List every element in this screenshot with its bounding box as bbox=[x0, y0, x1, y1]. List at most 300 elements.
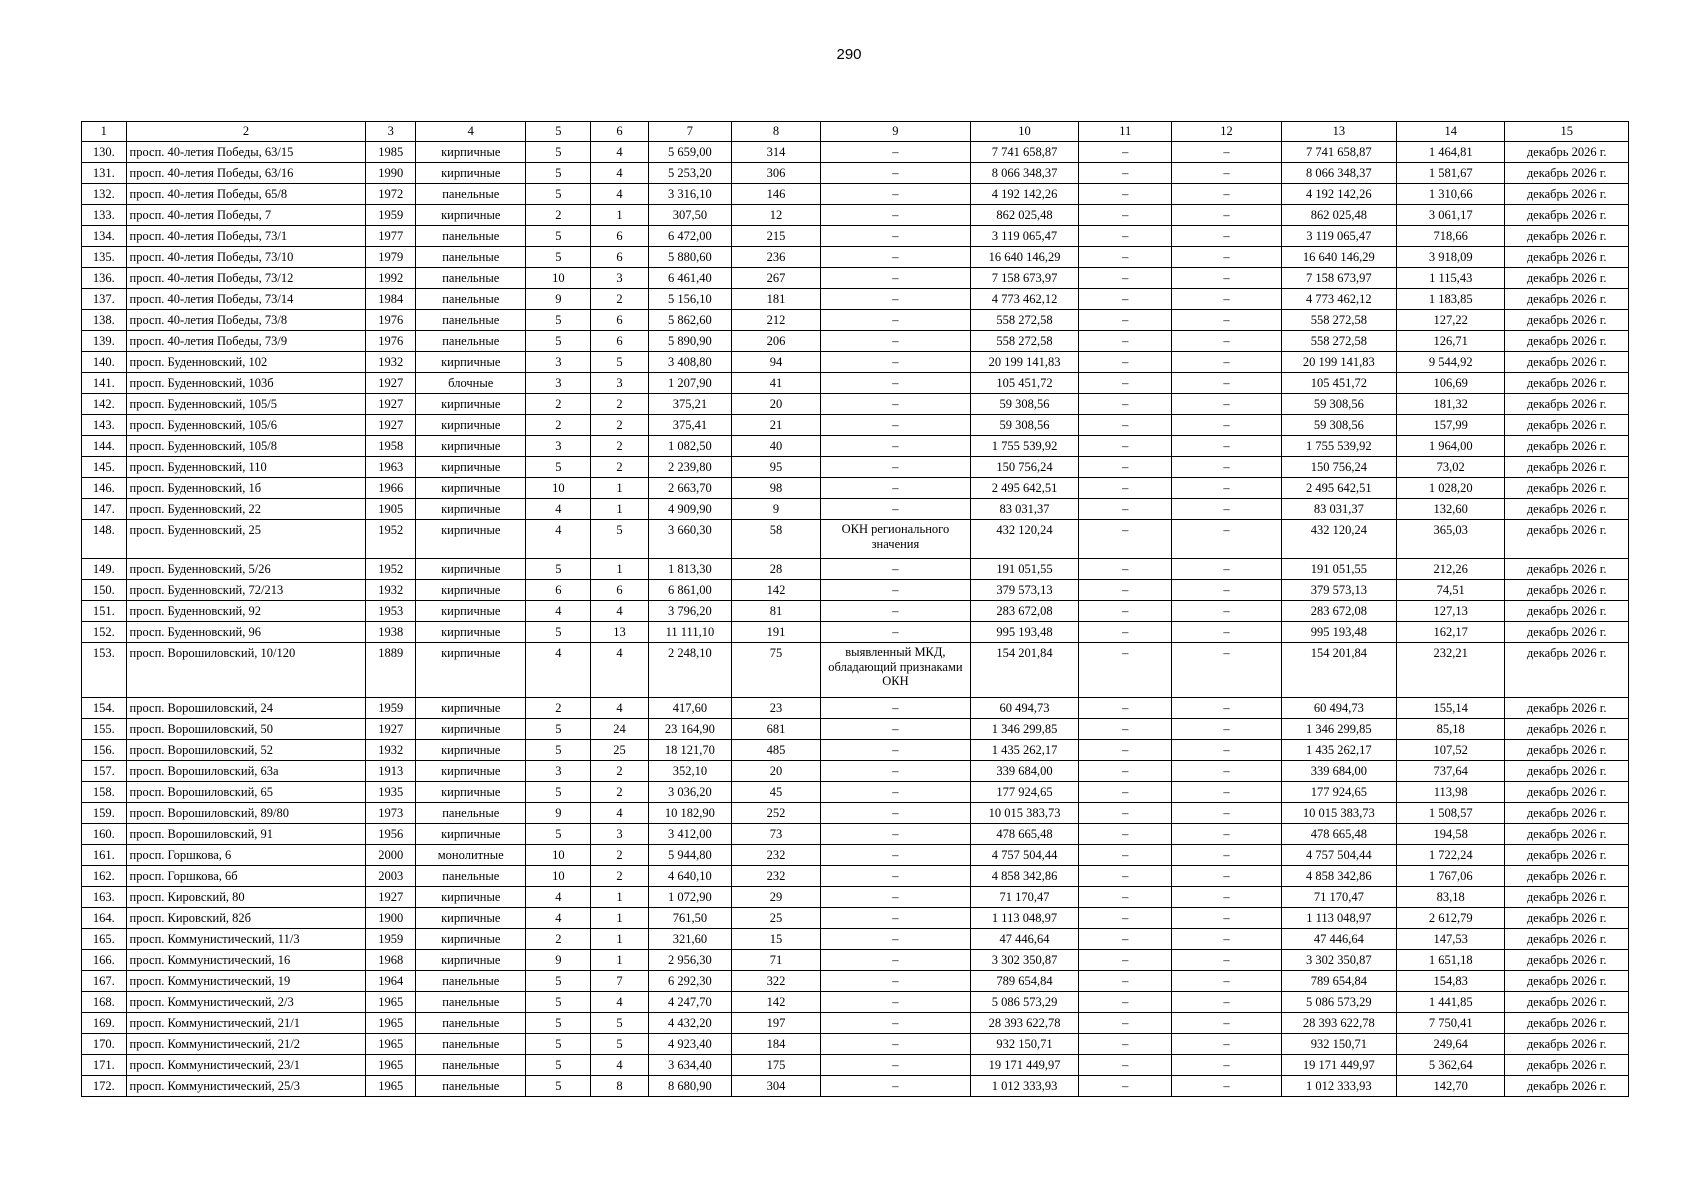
cost-total-cell: 932 150,71 bbox=[970, 1034, 1078, 1055]
row-number-cell: 143. bbox=[82, 415, 127, 436]
row-number-cell: 163. bbox=[82, 887, 127, 908]
address-cell: просп. 40-летия Победы, 73/1 bbox=[126, 226, 366, 247]
address-cell: просп. Буденновский, 22 bbox=[126, 499, 366, 520]
table-row bbox=[82, 559, 1629, 580]
table-row bbox=[82, 719, 1629, 740]
address-cell: просп. Коммунистический, 11/3 bbox=[126, 929, 366, 950]
year-built-cell: 1958 bbox=[366, 436, 416, 457]
heritage-status-cell: – bbox=[821, 289, 971, 310]
row-number-cell: 133. bbox=[82, 205, 127, 226]
wall-material-cell: кирпичные bbox=[416, 580, 526, 601]
cost-total-cell: 177 924,65 bbox=[970, 782, 1078, 803]
address-cell: просп. Буденновский, 96 bbox=[126, 622, 366, 643]
address-cell: просп. Коммунистический, 19 bbox=[126, 971, 366, 992]
floors-cell: 10 bbox=[526, 866, 591, 887]
year-built-cell: 1927 bbox=[366, 719, 416, 740]
residents-cell: 41 bbox=[731, 373, 820, 394]
year-built-cell: 1938 bbox=[366, 622, 416, 643]
cost-per-m2-cell: 132,60 bbox=[1397, 499, 1505, 520]
cost-per-m2-cell: 147,53 bbox=[1397, 929, 1505, 950]
floors-cell: 5 bbox=[526, 1013, 591, 1034]
header-cell-5: 5 bbox=[526, 122, 591, 142]
deadline-cell: декабрь 2026 г. bbox=[1505, 719, 1629, 740]
cost-col-13-cell: 59 308,56 bbox=[1281, 415, 1396, 436]
cost-col-13-cell: 1 012 333,93 bbox=[1281, 1076, 1396, 1097]
year-built-cell: 1972 bbox=[366, 184, 416, 205]
address-cell: просп. 40-летия Победы, 7 bbox=[126, 205, 366, 226]
table-row bbox=[82, 782, 1629, 803]
table-row bbox=[82, 1034, 1629, 1055]
area-cell: 5 659,00 bbox=[648, 142, 731, 163]
deadline-cell: декабрь 2026 г. bbox=[1505, 352, 1629, 373]
table-row bbox=[82, 352, 1629, 373]
wall-material-cell: кирпичные bbox=[416, 415, 526, 436]
cost-col-13-cell: 558 272,58 bbox=[1281, 331, 1396, 352]
table-row bbox=[82, 950, 1629, 971]
deadline-cell: декабрь 2026 г. bbox=[1505, 289, 1629, 310]
wall-material-cell: панельные bbox=[416, 1013, 526, 1034]
header-cell-7: 7 bbox=[648, 122, 731, 142]
cost-col-12-cell: – bbox=[1172, 163, 1281, 184]
cost-col-13-cell: 177 924,65 bbox=[1281, 782, 1396, 803]
heritage-status-cell: – bbox=[821, 929, 971, 950]
residents-cell: 142 bbox=[731, 580, 820, 601]
cost-per-m2-cell: 3 061,17 bbox=[1397, 205, 1505, 226]
wall-material-cell: блочные bbox=[416, 373, 526, 394]
year-built-cell: 1963 bbox=[366, 457, 416, 478]
year-built-cell: 1927 bbox=[366, 373, 416, 394]
cost-total-cell: 1 435 262,17 bbox=[970, 740, 1078, 761]
wall-material-cell: кирпичные bbox=[416, 908, 526, 929]
residents-cell: 71 bbox=[731, 950, 820, 971]
entrances-cell: 4 bbox=[591, 1055, 649, 1076]
area-cell: 6 861,00 bbox=[648, 580, 731, 601]
area-cell: 4 640,10 bbox=[648, 866, 731, 887]
cost-per-m2-cell: 3 918,09 bbox=[1397, 247, 1505, 268]
address-cell: просп. Буденновский, 5/26 bbox=[126, 559, 366, 580]
residents-cell: 23 bbox=[731, 698, 820, 719]
wall-material-cell: панельные bbox=[416, 1055, 526, 1076]
deadline-cell: декабрь 2026 г. bbox=[1505, 559, 1629, 580]
cost-col-12-cell: – bbox=[1172, 268, 1281, 289]
cost-col-11-cell: – bbox=[1079, 226, 1172, 247]
address-cell: просп. Буденновский, 103б bbox=[126, 373, 366, 394]
header-cell-8: 8 bbox=[731, 122, 820, 142]
entrances-cell: 6 bbox=[591, 580, 649, 601]
cost-col-11-cell: – bbox=[1079, 698, 1172, 719]
cost-per-m2-cell: 1 508,57 bbox=[1397, 803, 1505, 824]
area-cell: 5 944,80 bbox=[648, 845, 731, 866]
header-cell-13: 13 bbox=[1281, 122, 1396, 142]
cost-per-m2-cell: 73,02 bbox=[1397, 457, 1505, 478]
wall-material-cell: кирпичные bbox=[416, 142, 526, 163]
deadline-cell: декабрь 2026 г. bbox=[1505, 601, 1629, 622]
floors-cell: 4 bbox=[526, 643, 591, 698]
address-cell: просп. Коммунистический, 23/1 bbox=[126, 1055, 366, 1076]
entrances-cell: 3 bbox=[591, 268, 649, 289]
cost-col-12-cell: – bbox=[1172, 352, 1281, 373]
cost-total-cell: 105 451,72 bbox=[970, 373, 1078, 394]
cost-col-13-cell: 7 158 673,97 bbox=[1281, 268, 1396, 289]
floors-cell: 3 bbox=[526, 373, 591, 394]
row-number-cell: 158. bbox=[82, 782, 127, 803]
table-row bbox=[82, 761, 1629, 782]
year-built-cell: 1900 bbox=[366, 908, 416, 929]
table-row bbox=[82, 142, 1629, 163]
entrances-cell: 1 bbox=[591, 559, 649, 580]
area-cell: 5 880,60 bbox=[648, 247, 731, 268]
year-built-cell: 1959 bbox=[366, 929, 416, 950]
heritage-status-cell: – bbox=[821, 761, 971, 782]
year-built-cell: 1959 bbox=[366, 698, 416, 719]
cost-col-13-cell: 150 756,24 bbox=[1281, 457, 1396, 478]
heritage-status-cell: – bbox=[821, 824, 971, 845]
year-built-cell: 1964 bbox=[366, 971, 416, 992]
table-row bbox=[82, 1076, 1629, 1097]
year-built-cell: 1932 bbox=[366, 740, 416, 761]
cost-per-m2-cell: 1 183,85 bbox=[1397, 289, 1505, 310]
area-cell: 23 164,90 bbox=[648, 719, 731, 740]
heritage-status-cell: – bbox=[821, 908, 971, 929]
cost-col-13-cell: 28 393 622,78 bbox=[1281, 1013, 1396, 1034]
cost-col-12-cell: – bbox=[1172, 866, 1281, 887]
wall-material-cell: панельные bbox=[416, 247, 526, 268]
heritage-status-cell: – bbox=[821, 580, 971, 601]
cost-col-11-cell: – bbox=[1079, 478, 1172, 499]
floors-cell: 6 bbox=[526, 580, 591, 601]
area-cell: 5 156,10 bbox=[648, 289, 731, 310]
address-cell: просп. Буденновский, 105/6 bbox=[126, 415, 366, 436]
header-cell-6: 6 bbox=[591, 122, 649, 142]
cost-col-12-cell: – bbox=[1172, 698, 1281, 719]
entrances-cell: 5 bbox=[591, 352, 649, 373]
buildings-table bbox=[81, 121, 1629, 1097]
entrances-cell: 7 bbox=[591, 971, 649, 992]
table-row bbox=[82, 1013, 1629, 1034]
cost-col-12-cell: – bbox=[1172, 580, 1281, 601]
cost-col-11-cell: – bbox=[1079, 643, 1172, 698]
floors-cell: 5 bbox=[526, 163, 591, 184]
cost-total-cell: 59 308,56 bbox=[970, 394, 1078, 415]
heritage-status-cell: – bbox=[821, 559, 971, 580]
floors-cell: 9 bbox=[526, 950, 591, 971]
cost-total-cell: 862 025,48 bbox=[970, 205, 1078, 226]
cost-col-13-cell: 3 119 065,47 bbox=[1281, 226, 1396, 247]
cost-col-11-cell: – bbox=[1079, 289, 1172, 310]
cost-col-11-cell: – bbox=[1079, 719, 1172, 740]
wall-material-cell: кирпичные bbox=[416, 824, 526, 845]
floors-cell: 5 bbox=[526, 1034, 591, 1055]
floors-cell: 5 bbox=[526, 971, 591, 992]
cost-col-11-cell: – bbox=[1079, 436, 1172, 457]
area-cell: 5 890,90 bbox=[648, 331, 731, 352]
year-built-cell: 1973 bbox=[366, 803, 416, 824]
residents-cell: 45 bbox=[731, 782, 820, 803]
deadline-cell: декабрь 2026 г. bbox=[1505, 499, 1629, 520]
cost-per-m2-cell: 126,71 bbox=[1397, 331, 1505, 352]
floors-cell: 5 bbox=[526, 457, 591, 478]
deadline-cell: декабрь 2026 г. bbox=[1505, 845, 1629, 866]
cost-col-11-cell: – bbox=[1079, 761, 1172, 782]
cost-col-13-cell: 1 346 299,85 bbox=[1281, 719, 1396, 740]
cost-per-m2-cell: 1 964,00 bbox=[1397, 436, 1505, 457]
table-row bbox=[82, 643, 1629, 698]
cost-col-12-cell: – bbox=[1172, 457, 1281, 478]
entrances-cell: 1 bbox=[591, 929, 649, 950]
area-cell: 6 292,30 bbox=[648, 971, 731, 992]
deadline-cell: декабрь 2026 г. bbox=[1505, 457, 1629, 478]
deadline-cell: декабрь 2026 г. bbox=[1505, 761, 1629, 782]
cost-col-11-cell: – bbox=[1079, 782, 1172, 803]
address-cell: просп. 40-летия Победы, 73/9 bbox=[126, 331, 366, 352]
cost-col-13-cell: 59 308,56 bbox=[1281, 394, 1396, 415]
address-cell: просп. Кировский, 80 bbox=[126, 887, 366, 908]
area-cell: 3 796,20 bbox=[648, 601, 731, 622]
cost-col-12-cell: – bbox=[1172, 782, 1281, 803]
residents-cell: 197 bbox=[731, 1013, 820, 1034]
cost-col-12-cell: – bbox=[1172, 845, 1281, 866]
cost-col-13-cell: 191 051,55 bbox=[1281, 559, 1396, 580]
cost-total-cell: 4 858 342,86 bbox=[970, 866, 1078, 887]
header-cell-1: 1 bbox=[82, 122, 127, 142]
deadline-cell: декабрь 2026 г. bbox=[1505, 1076, 1629, 1097]
deadline-cell: декабрь 2026 г. bbox=[1505, 205, 1629, 226]
cost-total-cell: 3 119 065,47 bbox=[970, 226, 1078, 247]
cost-col-13-cell: 5 086 573,29 bbox=[1281, 992, 1396, 1013]
residents-cell: 40 bbox=[731, 436, 820, 457]
row-number-cell: 155. bbox=[82, 719, 127, 740]
table-row bbox=[82, 845, 1629, 866]
heritage-status-cell: – bbox=[821, 803, 971, 824]
heritage-status-cell: – bbox=[821, 436, 971, 457]
area-cell: 2 239,80 bbox=[648, 457, 731, 478]
cost-col-11-cell: – bbox=[1079, 373, 1172, 394]
cost-col-13-cell: 4 773 462,12 bbox=[1281, 289, 1396, 310]
residents-cell: 73 bbox=[731, 824, 820, 845]
row-number-cell: 148. bbox=[82, 520, 127, 559]
year-built-cell: 1927 bbox=[366, 394, 416, 415]
row-number-cell: 137. bbox=[82, 289, 127, 310]
row-number-cell: 138. bbox=[82, 310, 127, 331]
floors-cell: 5 bbox=[526, 331, 591, 352]
year-built-cell: 1985 bbox=[366, 142, 416, 163]
entrances-cell: 2 bbox=[591, 845, 649, 866]
wall-material-cell: кирпичные bbox=[416, 478, 526, 499]
entrances-cell: 2 bbox=[591, 457, 649, 478]
deadline-cell: декабрь 2026 г. bbox=[1505, 698, 1629, 719]
cost-total-cell: 1 113 048,97 bbox=[970, 908, 1078, 929]
entrances-cell: 6 bbox=[591, 331, 649, 352]
address-cell: просп. Буденновский, 105/8 bbox=[126, 436, 366, 457]
cost-col-11-cell: – bbox=[1079, 520, 1172, 559]
deadline-cell: декабрь 2026 г. bbox=[1505, 622, 1629, 643]
wall-material-cell: кирпичные bbox=[416, 352, 526, 373]
cost-col-11-cell: – bbox=[1079, 184, 1172, 205]
row-number-cell: 162. bbox=[82, 866, 127, 887]
table-row bbox=[82, 226, 1629, 247]
cost-per-m2-cell: 9 544,92 bbox=[1397, 352, 1505, 373]
deadline-cell: декабрь 2026 г. bbox=[1505, 226, 1629, 247]
cost-per-m2-cell: 107,52 bbox=[1397, 740, 1505, 761]
table-row bbox=[82, 268, 1629, 289]
residents-cell: 232 bbox=[731, 845, 820, 866]
cost-col-12-cell: – bbox=[1172, 719, 1281, 740]
heritage-status-cell: – bbox=[821, 163, 971, 184]
deadline-cell: декабрь 2026 г. bbox=[1505, 373, 1629, 394]
table-row bbox=[82, 824, 1629, 845]
table-row bbox=[82, 803, 1629, 824]
cost-col-13-cell: 154 201,84 bbox=[1281, 643, 1396, 698]
floors-cell: 3 bbox=[526, 761, 591, 782]
floors-cell: 4 bbox=[526, 887, 591, 908]
cost-per-m2-cell: 1 310,66 bbox=[1397, 184, 1505, 205]
cost-per-m2-cell: 106,69 bbox=[1397, 373, 1505, 394]
cost-col-13-cell: 7 741 658,87 bbox=[1281, 142, 1396, 163]
year-built-cell: 1965 bbox=[366, 992, 416, 1013]
cost-per-m2-cell: 142,70 bbox=[1397, 1076, 1505, 1097]
cost-total-cell: 19 171 449,97 bbox=[970, 1055, 1078, 1076]
heritage-status-cell: – bbox=[821, 373, 971, 394]
address-cell: просп. Буденновский, 110 bbox=[126, 457, 366, 478]
floors-cell: 9 bbox=[526, 803, 591, 824]
cost-col-11-cell: – bbox=[1079, 415, 1172, 436]
area-cell: 1 082,50 bbox=[648, 436, 731, 457]
year-built-cell: 1992 bbox=[366, 268, 416, 289]
cost-col-12-cell: – bbox=[1172, 289, 1281, 310]
residents-cell: 232 bbox=[731, 866, 820, 887]
area-cell: 307,50 bbox=[648, 205, 731, 226]
year-built-cell: 1932 bbox=[366, 352, 416, 373]
deadline-cell: декабрь 2026 г. bbox=[1505, 247, 1629, 268]
cost-col-12-cell: – bbox=[1172, 373, 1281, 394]
floors-cell: 4 bbox=[526, 499, 591, 520]
area-cell: 1 207,90 bbox=[648, 373, 731, 394]
cost-col-13-cell: 8 066 348,37 bbox=[1281, 163, 1396, 184]
cost-per-m2-cell: 85,18 bbox=[1397, 719, 1505, 740]
address-cell: просп. Буденновский, 25 bbox=[126, 520, 366, 559]
area-cell: 4 247,70 bbox=[648, 992, 731, 1013]
cost-per-m2-cell: 194,58 bbox=[1397, 824, 1505, 845]
year-built-cell: 1905 bbox=[366, 499, 416, 520]
year-built-cell: 1952 bbox=[366, 559, 416, 580]
deadline-cell: декабрь 2026 г. bbox=[1505, 1034, 1629, 1055]
wall-material-cell: панельные bbox=[416, 268, 526, 289]
cost-total-cell: 3 302 350,87 bbox=[970, 950, 1078, 971]
table-row bbox=[82, 908, 1629, 929]
deadline-cell: декабрь 2026 г. bbox=[1505, 887, 1629, 908]
row-number-cell: 161. bbox=[82, 845, 127, 866]
floors-cell: 2 bbox=[526, 929, 591, 950]
cost-col-12-cell: – bbox=[1172, 499, 1281, 520]
year-built-cell: 1932 bbox=[366, 580, 416, 601]
cost-col-13-cell: 83 031,37 bbox=[1281, 499, 1396, 520]
table-header-row bbox=[82, 122, 1629, 142]
cost-total-cell: 283 672,08 bbox=[970, 601, 1078, 622]
row-number-cell: 149. bbox=[82, 559, 127, 580]
cost-col-11-cell: – bbox=[1079, 992, 1172, 1013]
cost-col-13-cell: 105 451,72 bbox=[1281, 373, 1396, 394]
header-cell-3: 3 bbox=[366, 122, 416, 142]
table-row bbox=[82, 310, 1629, 331]
area-cell: 3 408,80 bbox=[648, 352, 731, 373]
cost-col-11-cell: – bbox=[1079, 559, 1172, 580]
header-cell-12: 12 bbox=[1172, 122, 1281, 142]
cost-per-m2-cell: 1 722,24 bbox=[1397, 845, 1505, 866]
address-cell: просп. 40-летия Победы, 63/16 bbox=[126, 163, 366, 184]
cost-total-cell: 558 272,58 bbox=[970, 310, 1078, 331]
cost-per-m2-cell: 1 767,06 bbox=[1397, 866, 1505, 887]
row-number-cell: 160. bbox=[82, 824, 127, 845]
cost-col-12-cell: – bbox=[1172, 803, 1281, 824]
cost-total-cell: 28 393 622,78 bbox=[970, 1013, 1078, 1034]
table-row bbox=[82, 740, 1629, 761]
cost-col-11-cell: – bbox=[1079, 929, 1172, 950]
address-cell: просп. Ворошиловский, 63а bbox=[126, 761, 366, 782]
entrances-cell: 2 bbox=[591, 436, 649, 457]
table-row bbox=[82, 601, 1629, 622]
floors-cell: 3 bbox=[526, 352, 591, 373]
wall-material-cell: кирпичные bbox=[416, 457, 526, 478]
cost-col-13-cell: 4 858 342,86 bbox=[1281, 866, 1396, 887]
cost-per-m2-cell: 2 612,79 bbox=[1397, 908, 1505, 929]
heritage-status-cell: выявленный МКД, обладающий признаками ОКН bbox=[821, 643, 971, 698]
floors-cell: 5 bbox=[526, 226, 591, 247]
cost-col-11-cell: – bbox=[1079, 803, 1172, 824]
row-number-cell: 151. bbox=[82, 601, 127, 622]
area-cell: 11 111,10 bbox=[648, 622, 731, 643]
entrances-cell: 4 bbox=[591, 142, 649, 163]
cost-col-11-cell: – bbox=[1079, 331, 1172, 352]
entrances-cell: 5 bbox=[591, 520, 649, 559]
residents-cell: 485 bbox=[731, 740, 820, 761]
header-cell-11: 11 bbox=[1079, 122, 1172, 142]
year-built-cell: 1990 bbox=[366, 163, 416, 184]
cost-col-12-cell: – bbox=[1172, 142, 1281, 163]
residents-cell: 191 bbox=[731, 622, 820, 643]
cost-col-11-cell: – bbox=[1079, 1013, 1172, 1034]
cost-col-12-cell: – bbox=[1172, 824, 1281, 845]
wall-material-cell: кирпичные bbox=[416, 205, 526, 226]
entrances-cell: 4 bbox=[591, 601, 649, 622]
heritage-status-cell: – bbox=[821, 352, 971, 373]
cost-col-11-cell: – bbox=[1079, 310, 1172, 331]
address-cell: просп. Коммунистический, 16 bbox=[126, 950, 366, 971]
address-cell: просп. Горшкова, 6 bbox=[126, 845, 366, 866]
deadline-cell: декабрь 2026 г. bbox=[1505, 331, 1629, 352]
floors-cell: 5 bbox=[526, 184, 591, 205]
floors-cell: 4 bbox=[526, 908, 591, 929]
cost-col-13-cell: 1 435 262,17 bbox=[1281, 740, 1396, 761]
cost-col-11-cell: – bbox=[1079, 601, 1172, 622]
area-cell: 3 036,20 bbox=[648, 782, 731, 803]
cost-per-m2-cell: 232,21 bbox=[1397, 643, 1505, 698]
cost-col-11-cell: – bbox=[1079, 580, 1172, 601]
heritage-status-cell: – bbox=[821, 1055, 971, 1076]
cost-col-13-cell: 558 272,58 bbox=[1281, 310, 1396, 331]
cost-col-13-cell: 3 302 350,87 bbox=[1281, 950, 1396, 971]
cost-col-11-cell: – bbox=[1079, 824, 1172, 845]
cost-per-m2-cell: 365,03 bbox=[1397, 520, 1505, 559]
row-number-cell: 152. bbox=[82, 622, 127, 643]
residents-cell: 306 bbox=[731, 163, 820, 184]
residents-cell: 322 bbox=[731, 971, 820, 992]
cost-col-11-cell: – bbox=[1079, 908, 1172, 929]
residents-cell: 181 bbox=[731, 289, 820, 310]
address-cell: просп. 40-летия Победы, 63/15 bbox=[126, 142, 366, 163]
entrances-cell: 1 bbox=[591, 205, 649, 226]
row-number-cell: 147. bbox=[82, 499, 127, 520]
cost-col-11-cell: – bbox=[1079, 205, 1172, 226]
